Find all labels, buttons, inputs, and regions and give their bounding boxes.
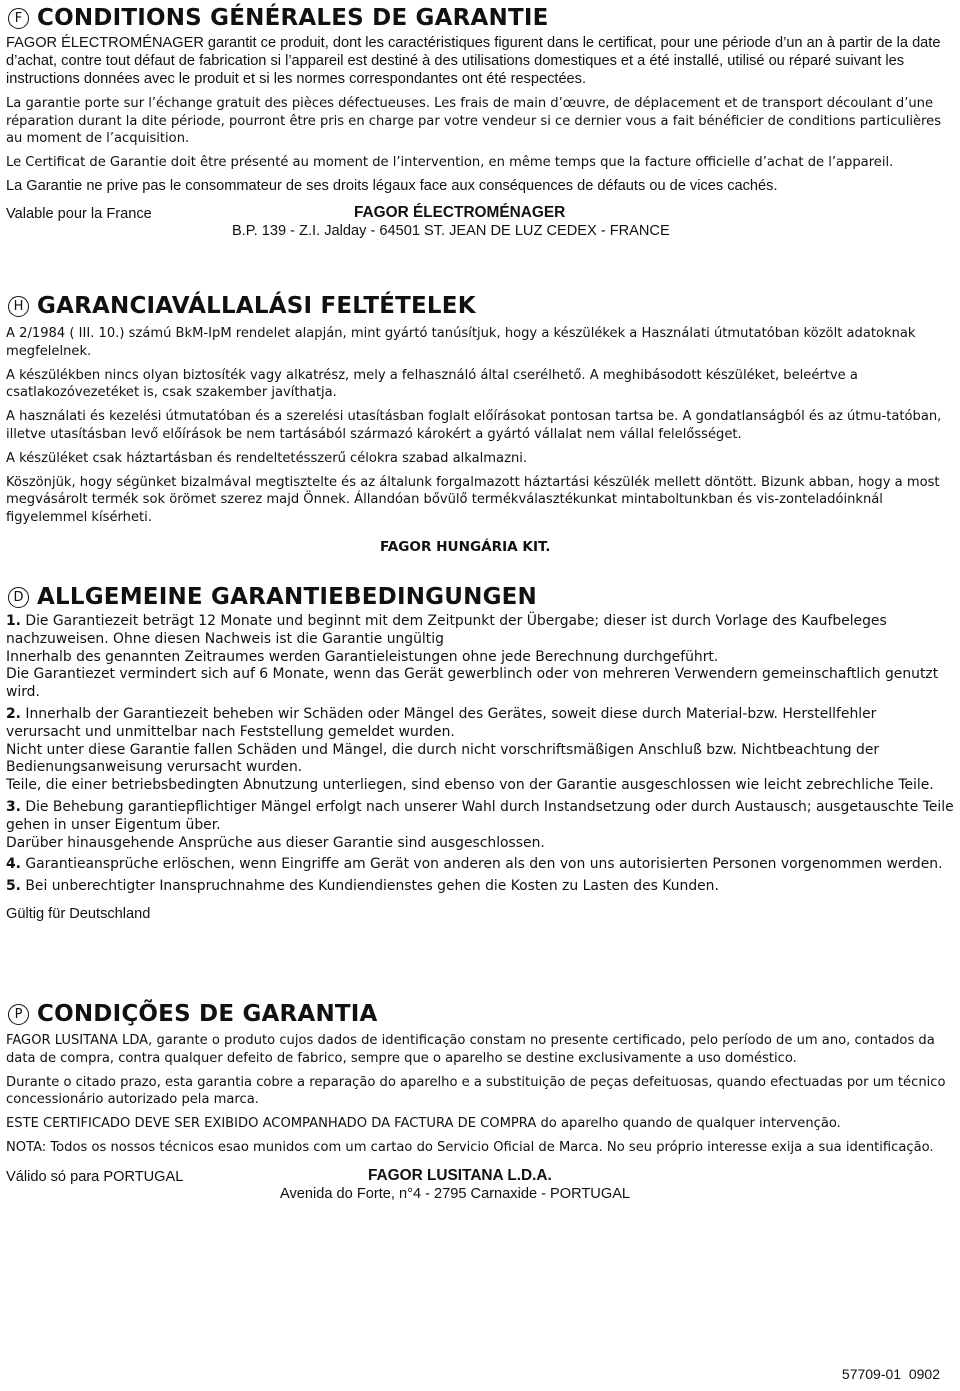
paragraph: La garantie porte sur l’échange gratuit des pièces défectueuses. Les frais de main d’œuvre, de déplacement et de transport découlant d’une réparation durant la dite période, pourront être pris en charge par votre vendeur si ce dernier vous a fait bénéficier de conditions particulières au moment de l’acquisition. xyxy=(6,95,942,147)
paragraph: La Garantie ne prive pas le consommateur de ses droits légaux face aux conséquences de défauts ou de vices cachés. xyxy=(6,177,778,194)
validity-label: Válido só para PORTUGAL xyxy=(6,1168,184,1185)
paragraph: Innerhalb des genannten Zeitraumes werden Garantieleistungen ohne jede Berechnung durchgeführt. xyxy=(6,648,719,665)
paragraph: Nicht unter diese Garantie fallen Schäden und Mängel, die durch nicht vorschriftsmäßigen Anschluß bzw. Nichtbeachtung der Bedienungsanweisung verursacht wurden. xyxy=(6,741,880,776)
section-hungarian xyxy=(6,292,954,557)
company-name: FAGOR LUSITANA L.D.A. xyxy=(368,1166,552,1184)
paragraph: A készüléket csak háztartásban és rendeltetésszerű célokra szabad alkalmazni. xyxy=(6,450,528,466)
language-badge: H xyxy=(8,296,29,317)
paragraph: A használati és kezelési útmutatóban és a szerelési utasításban foglalt előírásokat pontosan tartsa be. A gondatlanságból és az útmu-tatóban, illetve utasításban levő előírások be nem tartásából származó károkért a gyártó vállalat nem vállal felelősséget. xyxy=(6,409,942,442)
section-header xyxy=(6,1000,954,1028)
section-title: CONDITIONS GÉNÉRALES DE GARANTIE xyxy=(37,5,549,31)
paragraph: A készülékben nincs olyan biztosíték vagy alkatrész, mely a felhasználó által cserélhető. A meghibásodott készüléket, beleértve a csatlakozóvezetéket is, csak szakember javíthatja. xyxy=(6,367,858,401)
paragraph: A 2/1984 ( III. 10.) számú BkM-IpM rendelet alapján, mint gyártó tanúsítjuk, hogy a készülékek a Használati útmutatóban közölt adatoknak megfelelnek. xyxy=(6,326,916,359)
language-badge: F xyxy=(8,8,29,29)
language-badge: D xyxy=(8,587,29,608)
section-german xyxy=(6,583,954,924)
company-address: Avenida do Forte, n°4 - 2795 Carnaxide - PORTUGAL xyxy=(280,1185,631,1202)
paragraph: Teile, die einer betriebsbedingten Abnutzung unterliegen, sind ebenso von der Garantie ausgeschlossen wie leicht zebrechliche Teile. xyxy=(6,777,934,794)
validity-row xyxy=(6,1166,954,1207)
paragraph: Darüber hinausgehende Ansprüche aus dieser Garantie sind ausgeschlossen. xyxy=(6,834,545,851)
document-code: 57709-01 0902 xyxy=(841,1366,940,1382)
paragraph: Le Certificat de Garantie doit être présenté au moment de l’intervention, en même temps que la facture officielle d’achat de l’appareil. xyxy=(6,155,894,171)
paragraph: 4. Garantieansprüche erlöschen, wenn Eingriffe am Gerät von anderen als den von uns autorisierten Personen vorgenommen werden. xyxy=(6,856,943,873)
paragraph: FAGOR LUSITANA LDA, garante o produto cujos dados de identificação constam no presente certificado, pelo período de um ano, contados da data de compra, contra qualquer defeito de fabrico, sempre que o aparelho se destine exclusivamente a uso doméstico. xyxy=(6,1033,935,1066)
company-address: B.P. 139 - Z.I. Jalday - 64501 ST. JEAN DE LUZ CEDEX - FRANCE xyxy=(232,222,670,239)
language-badge: P xyxy=(8,1004,29,1025)
paragraph: 5. Bei unberechtigter Inanspruchnahme des Kundiendienstes gehen die Kosten zu Lasten des Kunden. xyxy=(6,878,719,895)
paragraph: Köszönjük, hogy ségünket bizalmával megtisztelte és az általunk forgalmazott háztartási készülék mellett döntött. Bizunk abban, hogy a most megvásárolt termék sok örömet szerez majd Önnek. Állandóan bővülő termékválasztékunkat mintaboltunkban és vis-zonteladóinknál figyelemmel kísérheti. xyxy=(6,474,940,526)
paragraph: NOTA: Todos os nossos técnicos esao munidos com um cartao do Servicio Oficial de Marca. No seu próprio interesse exija a sua identificação. xyxy=(6,1139,934,1155)
section-french xyxy=(6,4,954,244)
paragraph: ESTE CERTIFICADO DEVE SER EXIBIDO ACOMPANHADO DA FACTURA DE COMPRA do aparelho quando de qualquer intervenção. xyxy=(6,1116,841,1132)
section-header xyxy=(6,4,954,32)
company-name: FAGOR HUNGÁRIA KIT. xyxy=(380,538,551,555)
validity-row xyxy=(6,203,954,244)
section-header xyxy=(6,583,954,611)
section-title: CONDIÇÕES DE GARANTIA xyxy=(37,1001,378,1027)
paragraph: FAGOR ÉLECTROMÉNAGER garantit ce produit, dont les caractéristiques figurent dans le certificat, pour une période d’un an à partir de la date d’achat, contre tout défaut de fabrication si l’appareil est destiné à des utilisations domestiques et a été installé, utilisé ou réparé suivant les instructions données avec le produit et si les normes correspondantes ont été respectées. xyxy=(6,35,941,87)
section-header xyxy=(6,292,954,320)
paragraph: 1. Die Garantiezeit beträgt 12 Monate und beginnt mit dem Zeitpunkt der Übergabe; dieser ist durch Vorlage des Kaufbeleges nachzuweisen. Ohne diesen Nachweis ist die Garantie ungültig xyxy=(6,613,887,647)
validity-label: Valable pour la France xyxy=(6,205,152,222)
paragraph: 2. Innerhalb der Garantiezeit beheben wir Schäden oder Mängel des Gerätes, soweit diese durch Material-bzw. Herstellfehler verursacht und unmittelbar nach Feststellung gemeldet wurden. xyxy=(6,705,877,740)
section-title: GARANCIAVÁLLALÁSI FELTÉTELEK xyxy=(37,293,476,319)
section-title: ALLGEMEINE GARANTIEBEDINGUNGEN xyxy=(37,584,538,610)
paragraph: Durante o citado prazo, esta garantia cobre a reparação do aparelho e a substituição de peças defeituosas, quando efectuadas por um técnico concessionário autorizado pela marca. xyxy=(6,1074,946,1108)
section-portuguese xyxy=(6,1000,954,1207)
paragraph: Die Garantiezet vermindert sich auf 6 Monate, wenn das Gerät gewerblinch oder von mehreren Verwendern gemeinschaftlich genutzt wird. xyxy=(6,666,939,701)
validity-label: Gültig für Deutschland xyxy=(6,905,151,922)
paragraph: 3. Die Behebung garantiepflichtiger Mängel erfolgt nach unserer Wahl durch Instandsetzung oder durch Austausch; ausgetauschte Teile gehen in unser Eigentum über. xyxy=(6,798,954,833)
company-name: FAGOR ÉLECTROMÉNAGER xyxy=(354,203,566,221)
